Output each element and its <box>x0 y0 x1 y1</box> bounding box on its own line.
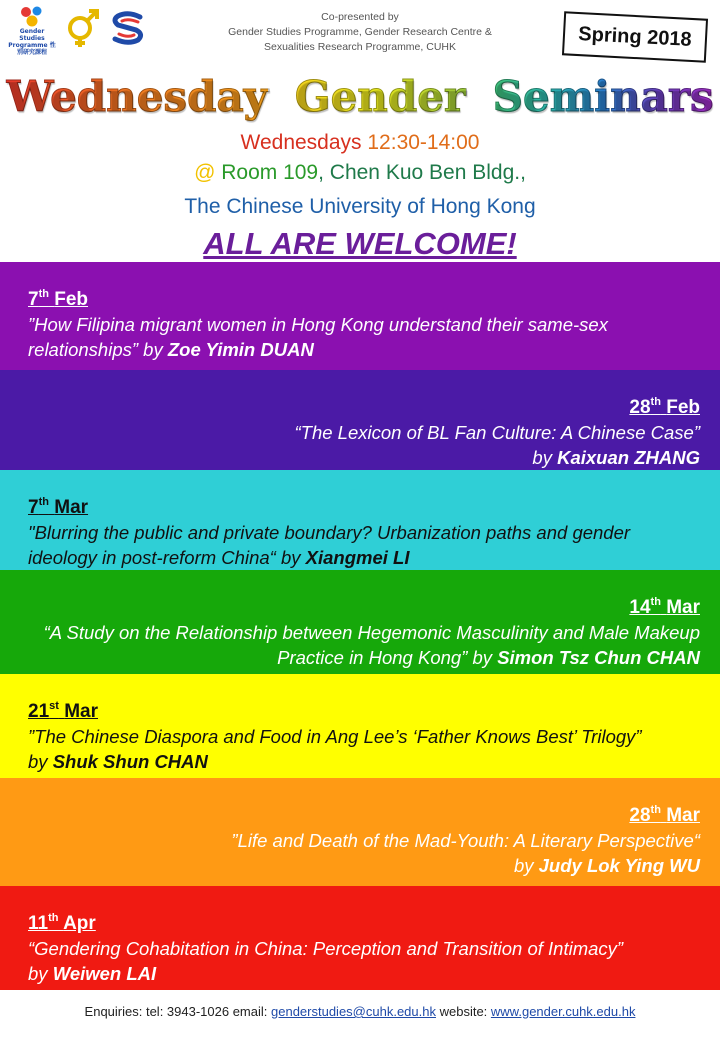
seminar-title: "Blurring the public and private boundary? Urbanization paths and gender ideology in post-reform China“ by Xiangmei LI <box>28 522 631 568</box>
title-word-wednesday: Wednesday <box>6 72 269 121</box>
seminar-date: 14th Mar <box>629 596 700 618</box>
venue-room: Room 109 <box>221 161 319 184</box>
website-link[interactable]: www.gender.cuhk.edu.hk <box>490 1004 636 1019</box>
seminar-date: 11th Apr <box>28 912 96 934</box>
seminar-date: 28th Mar <box>629 804 700 826</box>
venue-building: , Chen Kuo Ben Bldg., <box>318 161 526 184</box>
seminar-speaker: Xiangmei LI <box>305 547 410 568</box>
co-presenters <box>190 10 530 55</box>
footer-contact-text: Enquiries: tel: 3943-1026 email: <box>84 1004 271 1019</box>
poster-header <box>0 0 720 262</box>
seminar-title: ”How Filipina migrant women in Hong Kong understand their same-sex relationships” by Zoe Yimin DUAN <box>28 314 608 360</box>
seminar-speaker: Kaixuan ZHANG <box>557 447 700 468</box>
seminar-speaker: Zoe Yimin DUAN <box>167 339 314 360</box>
seminar-date: 7th Feb <box>28 288 89 310</box>
schedule-time: 12:30-14:00 <box>367 131 480 154</box>
seminar-date: 28th Feb <box>629 396 700 418</box>
seminar-item <box>0 262 720 370</box>
gender-symbol-logo-icon <box>64 8 102 48</box>
seminar-speaker: Shuk Shun CHAN <box>52 751 208 772</box>
title-word-gender: Gender <box>294 72 467 121</box>
gender-studies-logo <box>8 6 56 56</box>
title-word-seminars: Seminars <box>492 72 714 121</box>
schedule-prefix: Wednesdays <box>240 131 368 154</box>
gender-studies-dots-icon <box>20 6 44 28</box>
seminar-item <box>0 570 720 674</box>
venue-line <box>0 160 720 186</box>
sexualities-research-logo-icon <box>110 10 146 46</box>
seminar-item: 28th Feb “The Lexicon of BL Fan Culture: A Chinese Case” by Kaixuan ZHANG <box>0 370 720 470</box>
seminar-title: ”Life and Death of the Mad-Youth: A Literary Perspective“ <box>231 830 700 851</box>
co-presented-line-3: Sexualities Research Programme, CUHK <box>264 41 456 53</box>
enquiries-footer <box>0 1004 720 1019</box>
seminar-title: “The Lexicon of BL Fan Culture: A Chinese Case” <box>294 422 700 443</box>
welcome-banner: ALL ARE WELCOME! <box>203 226 517 261</box>
seminar-title: “A Study on the Relationship between Hegemonic Masculinity and Male Makeup Practice in Hong Kong” by Simon Tsz Chun CHAN <box>43 622 700 668</box>
schedule-line <box>0 130 720 156</box>
seminar-item: 21st Mar ”The Chinese Diaspora and Food in Ang Lee’s ‘Father Knows Best’ Trilogy” by Shuk Shun CHAN <box>0 674 720 778</box>
co-presented-line-1: Co-presented by <box>321 11 399 23</box>
co-presented-line-2: Gender Studies Programme, Gender Research Centre & <box>228 26 492 38</box>
seminar-item: 11th Apr “Gendering Cohabitation in China: Perception and Transition of Intimacy” by Weiwen LAI <box>0 886 720 990</box>
logo-group <box>8 6 146 56</box>
seminar-item: 28th Mar ”Life and Death of the Mad-Youth: A Literary Perspective“ by Judy Lok Ying WU <box>0 778 720 886</box>
term-badge: Spring 2018 <box>562 11 708 62</box>
seminar-speaker: Judy Lok Ying WU <box>538 855 700 876</box>
seminar-list <box>0 262 720 990</box>
seminar-item <box>0 470 720 570</box>
seminar-title: “Gendering Cohabitation in China: Perception and Transition of Intimacy” <box>28 938 624 959</box>
venue-at: @ <box>194 161 222 184</box>
seminar-speaker: Simon Tsz Chun CHAN <box>497 647 700 668</box>
venue-university: The Chinese University of Hong Kong <box>184 195 536 218</box>
seminar-speaker: Weiwen LAI <box>52 963 157 984</box>
poster-title <box>0 72 720 121</box>
gender-studies-logo-text: Gender Studies Programme 性別研究課程 <box>8 28 56 56</box>
seminar-title: ”The Chinese Diaspora and Food in Ang Lee’s ‘Father Knows Best’ Trilogy” <box>28 726 642 747</box>
email-link[interactable]: genderstudies@cuhk.edu.hk <box>271 1004 436 1019</box>
seminar-date: 21st Mar <box>28 700 98 722</box>
seminar-date: 7th Mar <box>28 496 89 518</box>
footer-website-label: website: <box>435 1004 491 1019</box>
